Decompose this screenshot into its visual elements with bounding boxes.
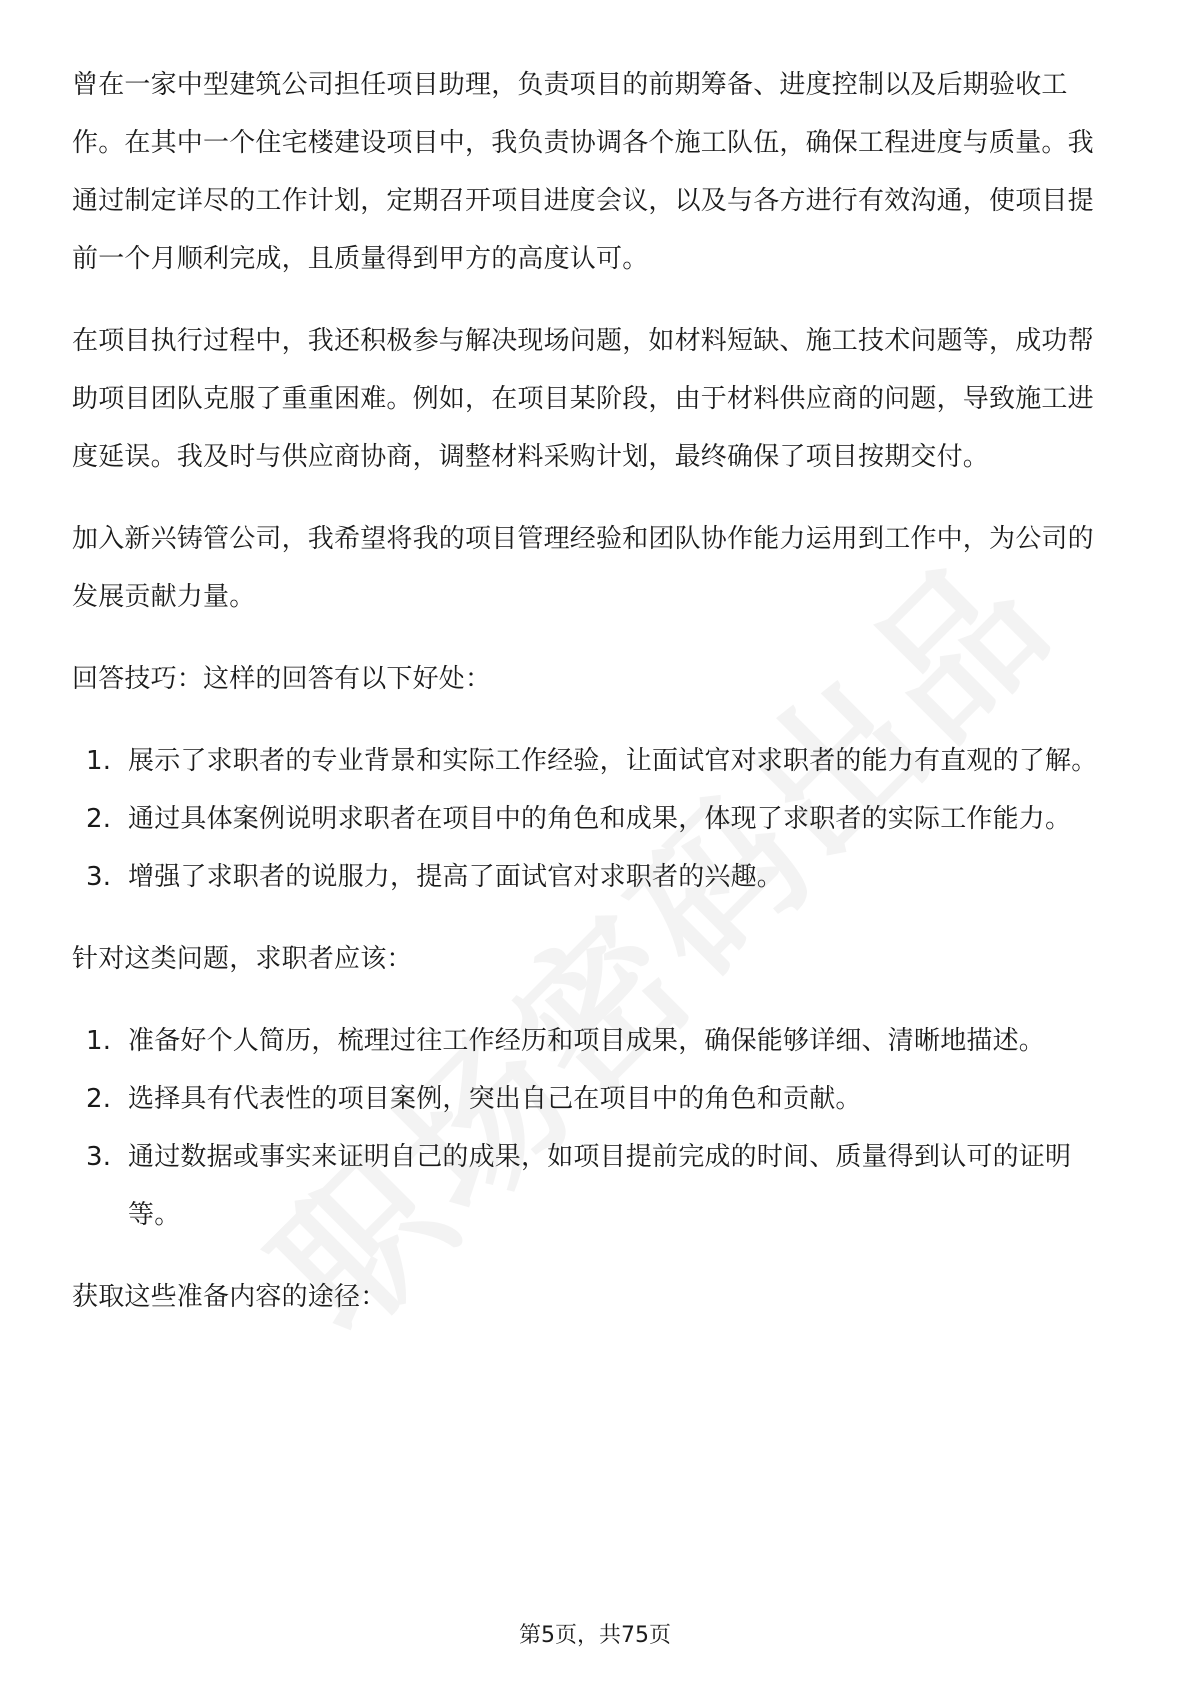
list-item-text: 展示了求职者的专业背景和实际工作经验，让面试官对求职者的能力有直观的了解。 — [128, 746, 1098, 776]
list-item — [72, 790, 1118, 848]
list-item-text: 选择具有代表性的项目案例，突出自己在项目中的角色和贡献。 — [128, 1084, 862, 1114]
page-number: 第5页，共75页 — [519, 1623, 671, 1648]
advice-list — [72, 1012, 1118, 1244]
paragraph-problem-solving: 在项目执行过程中，我还积极参与解决现场问题，如材料短缺、施工技术问题等，成功帮助项目团队克服了重重困难。例如，在项目某阶段，由于材料供应商的问题，导致施工进度延误。我及时与供应商协商，调整材料采购计划，最终确保了项目按期交付。 — [72, 326, 1094, 472]
list-number: 1. — [86, 1026, 112, 1056]
list-item — [72, 848, 1118, 906]
list-item-text: 准备好个人简历，梳理过往工作经历和项目成果，确保能够详细、清晰地描述。 — [128, 1026, 1046, 1056]
paragraph-experience: 曾在一家中型建筑公司担任项目助理，负责项目的前期筹备、进度控制以及后期验收工作。在其中一个住宅楼建设项目中，我负责协调各个施工队伍，确保工程进度与质量。我通过制定详尽的工作计划，定期召开项目进度会议，以及与各方进行有效沟通，使项目提前一个月顺利完成，且质量得到甲方的高度认可。 — [72, 70, 1094, 274]
list-item — [72, 1012, 1118, 1070]
list-number: 2. — [86, 804, 112, 834]
list-number: 3. — [86, 1142, 112, 1172]
list-item — [72, 1128, 1118, 1244]
sources-heading: 获取这些准备内容的途径： — [72, 1282, 387, 1312]
list-item — [72, 1070, 1118, 1128]
page-content — [72, 56, 1118, 1350]
tips-list — [72, 732, 1118, 906]
list-item — [72, 732, 1118, 790]
list-number: 3. — [86, 862, 112, 892]
list-item-text: 通过具体案例说明求职者在项目中的角色和成果，体现了求职者的实际工作能力。 — [128, 804, 1072, 834]
paragraph-motivation: 加入新兴铸管公司，我希望将我的项目管理经验和团队协作能力运用到工作中，为公司的发展贡献力量。 — [72, 524, 1094, 612]
list-number: 1. — [86, 746, 112, 776]
list-number: 2. — [86, 1084, 112, 1114]
list-item-text: 增强了求职者的说服力，提高了面试官对求职者的兴趣。 — [128, 862, 784, 892]
advice-heading: 针对这类问题，求职者应该： — [72, 944, 413, 974]
list-item-text: 通过数据或事实来证明自己的成果，如项目提前完成的时间、质量得到认可的证明等。 — [128, 1142, 1072, 1230]
tips-heading: 回答技巧：这样的回答有以下好处： — [72, 664, 492, 694]
